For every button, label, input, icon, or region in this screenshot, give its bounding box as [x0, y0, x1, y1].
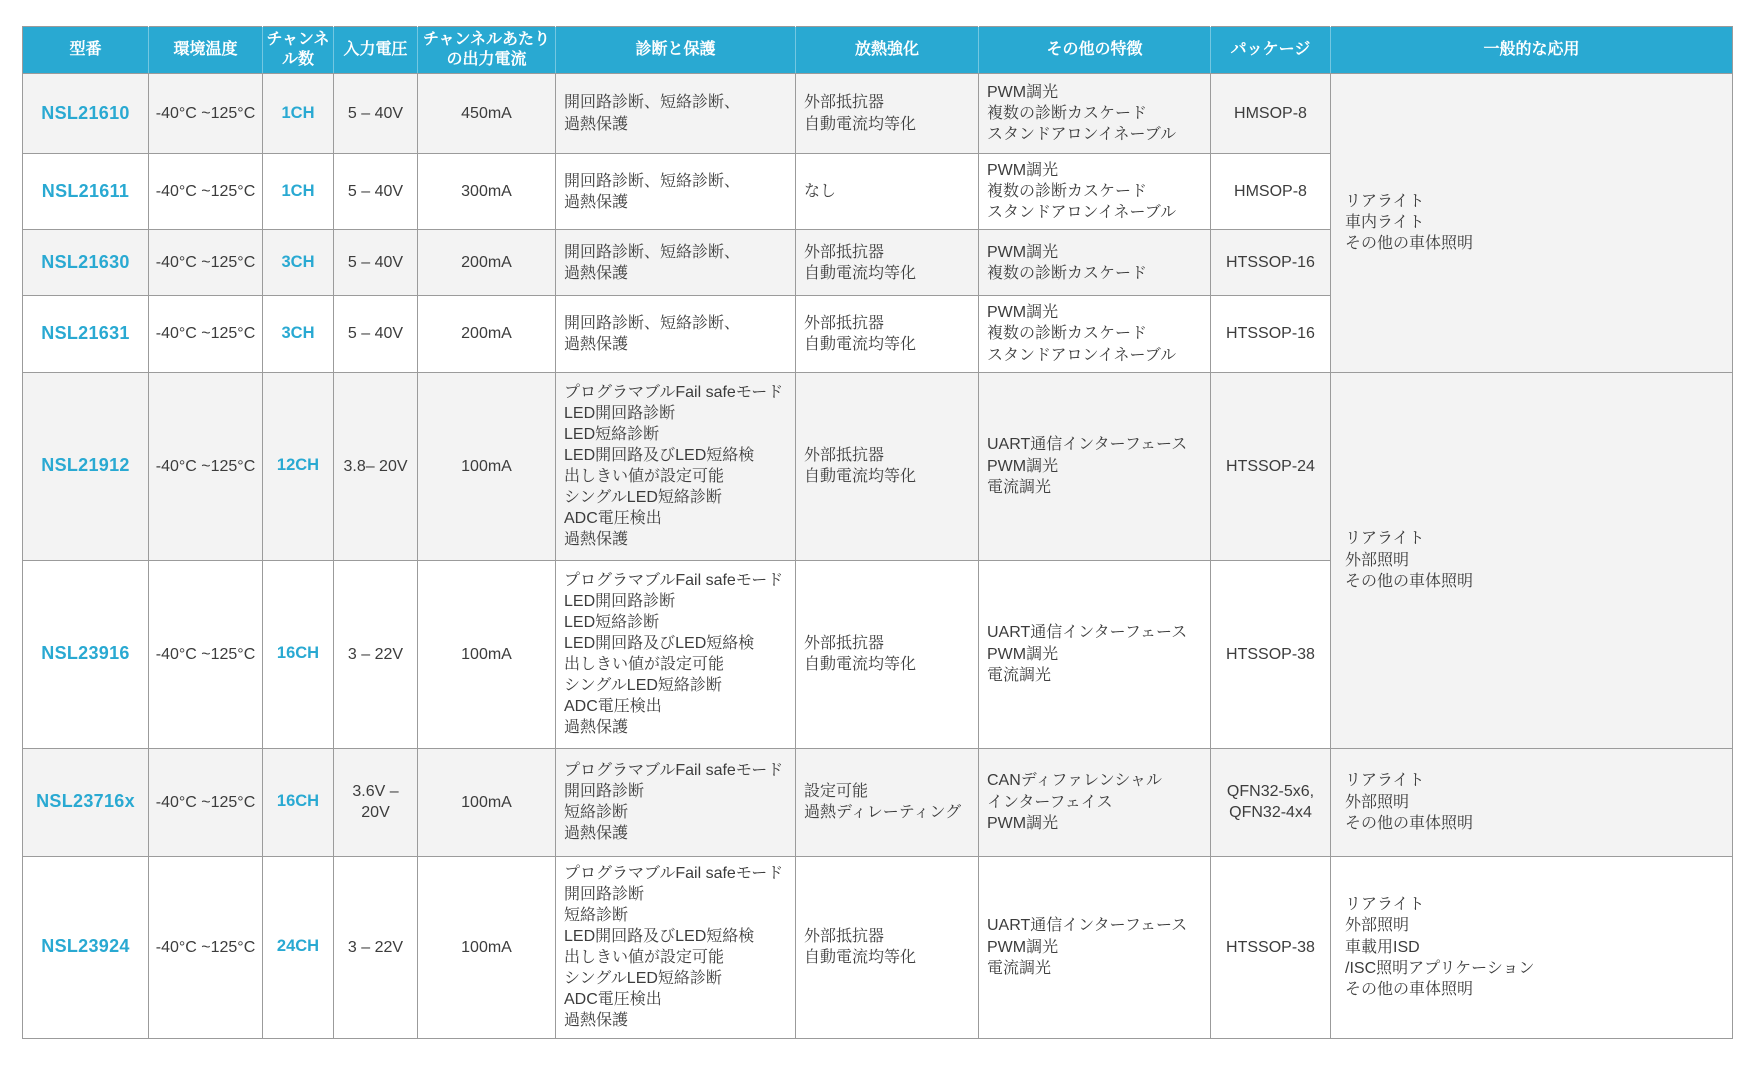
- cell-line: プログラマブルFail safeモード: [564, 571, 784, 589]
- package-cell: [1211, 230, 1331, 296]
- part-number-link[interactable]: NSL21912: [23, 372, 149, 560]
- cell-line: スタンドアロンイネーブル: [987, 346, 1177, 364]
- current-cell: 450mA: [418, 74, 556, 154]
- channels-cell: 3CH: [263, 296, 334, 372]
- cell-line: スタンドアロンイネーブル: [987, 204, 1177, 222]
- features-cell: [979, 154, 1211, 230]
- package-cell: [1211, 748, 1331, 856]
- cell-line: プログラマブルFail safeモード: [564, 383, 784, 401]
- cell-line: 開回路診断、短絡診断、: [564, 243, 741, 261]
- diagnostics-cell: [556, 74, 796, 154]
- cell-line: 自動電流均等化: [804, 949, 917, 967]
- thermal-cell: [796, 560, 979, 748]
- features-cell: [979, 74, 1211, 154]
- cell-line: LED開回路診断: [564, 404, 676, 422]
- voltage-cell: 3.8– 20V: [334, 372, 418, 560]
- current-cell: 200mA: [418, 296, 556, 372]
- temperature-cell: -40°C ~125°C: [149, 296, 263, 372]
- thermal-cell: [796, 296, 979, 372]
- package-cell: [1211, 560, 1331, 748]
- voltage-cell: 3 – 22V: [334, 560, 418, 748]
- temperature-cell: -40°C ~125°C: [149, 856, 263, 1038]
- diagnostics-cell: [556, 372, 796, 560]
- table-row: [23, 748, 1733, 856]
- temperature-cell: -40°C ~125°C: [149, 154, 263, 230]
- cell-line: LED開回路診断: [564, 592, 676, 610]
- features-cell: [979, 748, 1211, 856]
- part-number-link[interactable]: NSL21611: [23, 154, 149, 230]
- temperature-cell: -40°C ~125°C: [149, 560, 263, 748]
- cell-line: PWM調光: [987, 83, 1059, 101]
- cell-line: HMSOP-8: [1234, 104, 1307, 122]
- applications-cell: [1331, 748, 1733, 856]
- part-number-link[interactable]: NSL23716x: [23, 748, 149, 856]
- cell-line: 外部抵抗器: [804, 94, 885, 112]
- channels-cell: 16CH: [263, 748, 334, 856]
- cell-line: 開回路診断、短絡診断、: [564, 94, 741, 112]
- cell-line: プログラマブルFail safeモード: [564, 864, 784, 882]
- cell-line: 自動電流均等化: [804, 468, 917, 486]
- cell-line: LED開回路及びLED短絡検: [564, 635, 755, 653]
- cell-line: シングルLED短絡診断: [564, 677, 722, 695]
- diagnostics-cell: [556, 230, 796, 296]
- package-cell: [1211, 74, 1331, 154]
- applications-cell: [1331, 856, 1733, 1038]
- voltage-cell: 3.6V – 20V: [334, 748, 418, 856]
- table-row: [23, 856, 1733, 1038]
- cell-line: 出しきい値が設定可能: [564, 656, 725, 674]
- applications-cell: [1331, 74, 1733, 373]
- diagnostics-cell: [556, 748, 796, 856]
- cell-line: 短絡診断: [564, 804, 629, 822]
- cell-line: 外部抵抗器: [804, 243, 885, 261]
- thermal-cell: [796, 372, 979, 560]
- channels-cell: 1CH: [263, 74, 334, 154]
- cell-line: ADC電圧検出: [564, 698, 662, 716]
- voltage-cell: 5 – 40V: [334, 74, 418, 154]
- cell-line: スタンドアロンイネーブル: [987, 126, 1177, 144]
- column-header: チャンネルあたりの出力電流: [418, 27, 556, 74]
- package-cell: [1211, 856, 1331, 1038]
- cell-line: 開回路診断、短絡診断、: [564, 314, 741, 332]
- voltage-cell: 5 – 40V: [334, 154, 418, 230]
- cell-line: 複数の診断カスケード: [987, 325, 1148, 343]
- cell-line: 複数の診断カスケード: [987, 104, 1148, 122]
- cell-line: HTSSOP-38: [1226, 645, 1315, 663]
- cell-line: インターフェイス: [987, 793, 1113, 811]
- cell-line: 設定可能: [804, 783, 869, 801]
- thermal-cell: [796, 230, 979, 296]
- part-number-link[interactable]: NSL23924: [23, 856, 149, 1038]
- cell-line: なし: [804, 183, 837, 201]
- cell-line: /ISC照明アプリケーション: [1345, 959, 1535, 977]
- channels-cell: 3CH: [263, 230, 334, 296]
- cell-line: 外部抵抗器: [804, 314, 885, 332]
- voltage-cell: 5 – 40V: [334, 296, 418, 372]
- cell-line: 過熱ディレーティング: [804, 804, 962, 822]
- cell-line: 過熱保護: [564, 1012, 629, 1030]
- cell-line: ADC電圧検出: [564, 510, 662, 528]
- current-cell: 300mA: [418, 154, 556, 230]
- applications-cell: [1331, 372, 1733, 748]
- cell-line: 電流調光: [987, 666, 1052, 684]
- cell-line: CANディファレンシャル: [987, 772, 1163, 790]
- cell-line: 車内ライト: [1345, 214, 1425, 232]
- cell-line: PWM調光: [987, 938, 1059, 956]
- cell-line: PWM調光: [987, 457, 1059, 475]
- cell-line: プログラマブルFail safeモード: [564, 761, 784, 779]
- cell-line: 過熱保護: [564, 115, 629, 133]
- cell-line: その他の車体照明: [1345, 235, 1474, 253]
- features-cell: [979, 230, 1211, 296]
- cell-line: PWM調光: [987, 304, 1059, 322]
- voltage-cell: 3 – 22V: [334, 856, 418, 1038]
- package-cell: [1211, 296, 1331, 372]
- cell-line: リアライト: [1345, 896, 1425, 914]
- cell-line: 複数の診断カスケード: [987, 183, 1148, 201]
- channels-cell: 16CH: [263, 560, 334, 748]
- cell-line: LED短絡診断: [564, 613, 660, 631]
- column-header: 診断と保護: [556, 27, 796, 74]
- diagnostics-cell: [556, 856, 796, 1038]
- cell-line: その他の車体照明: [1345, 814, 1474, 832]
- features-cell: [979, 560, 1211, 748]
- thermal-cell: [796, 748, 979, 856]
- thermal-cell: [796, 856, 979, 1038]
- cell-line: PWM調光: [987, 814, 1059, 832]
- diagnostics-cell: [556, 154, 796, 230]
- cell-line: リアライト: [1345, 193, 1425, 211]
- cell-line: 自動電流均等化: [804, 264, 917, 282]
- cell-line: UART通信インターフェース: [987, 436, 1188, 454]
- cell-line: 開回路診断: [564, 783, 645, 801]
- cell-line: 外部抵抗器: [804, 927, 885, 945]
- cell-line: UART通信インターフェース: [987, 624, 1188, 642]
- column-header: 一般的な応用: [1331, 27, 1733, 74]
- cell-line: 外部照明: [1345, 551, 1410, 569]
- cell-line: リアライト: [1345, 772, 1425, 790]
- cell-line: その他の車体照明: [1345, 980, 1474, 998]
- cell-line: 開回路診断: [564, 885, 645, 903]
- cell-line: リアライト: [1345, 530, 1425, 548]
- cell-line: その他の車体照明: [1345, 572, 1474, 590]
- temperature-cell: -40°C ~125°C: [149, 748, 263, 856]
- cell-line: LED短絡診断: [564, 425, 660, 443]
- cell-line: 出しきい値が設定可能: [564, 949, 725, 967]
- current-cell: 100mA: [418, 560, 556, 748]
- cell-line: 過熱保護: [564, 719, 629, 737]
- part-number-link[interactable]: NSL21630: [23, 230, 149, 296]
- column-header: チャンネル数: [263, 27, 334, 74]
- table-row: [23, 74, 1733, 154]
- cell-line: HTSSOP-38: [1226, 938, 1315, 956]
- current-cell: 100mA: [418, 856, 556, 1038]
- cell-line: 過熱保護: [564, 825, 629, 843]
- cell-line: 短絡診断: [564, 906, 629, 924]
- channels-cell: 24CH: [263, 856, 334, 1038]
- cell-line: 過熱保護: [564, 335, 629, 353]
- features-cell: [979, 372, 1211, 560]
- cell-line: PWM調光: [987, 645, 1059, 663]
- diagnostics-cell: [556, 560, 796, 748]
- temperature-cell: -40°C ~125°C: [149, 372, 263, 560]
- cell-line: LED開回路及びLED短絡検: [564, 927, 755, 945]
- temperature-cell: -40°C ~125°C: [149, 230, 263, 296]
- cell-line: QFN32-5x6,: [1226, 783, 1315, 801]
- cell-line: 出しきい値が設定可能: [564, 468, 725, 486]
- cell-line: 過熱保護: [564, 193, 629, 211]
- cell-line: 電流調光: [987, 959, 1052, 977]
- cell-line: LED開回路及びLED短絡検: [564, 447, 755, 465]
- column-header: その他の特徴: [979, 27, 1211, 74]
- part-number-link[interactable]: NSL23916: [23, 560, 149, 748]
- cell-line: 電流調光: [987, 478, 1052, 496]
- cell-line: 過熱保護: [564, 531, 629, 549]
- table-row: [23, 372, 1733, 560]
- features-cell: [979, 296, 1211, 372]
- cell-line: 外部照明: [1345, 917, 1410, 935]
- thermal-cell: [796, 154, 979, 230]
- cell-line: 外部抵抗器: [804, 447, 885, 465]
- cell-line: 自動電流均等化: [804, 656, 917, 674]
- cell-line: 自動電流均等化: [804, 115, 917, 133]
- column-header: 型番: [23, 27, 149, 74]
- cell-line: 開回路診断、短絡診断、: [564, 172, 741, 190]
- cell-line: ADC電圧検出: [564, 991, 662, 1009]
- features-cell: [979, 856, 1211, 1038]
- column-header: 放熱強化: [796, 27, 979, 74]
- diagnostics-cell: [556, 296, 796, 372]
- cell-line: QFN32-4x4: [1229, 804, 1312, 822]
- temperature-cell: -40°C ~125°C: [149, 74, 263, 154]
- channels-cell: 12CH: [263, 372, 334, 560]
- cell-line: 過熱保護: [564, 264, 629, 282]
- cell-line: HMSOP-8: [1234, 183, 1307, 201]
- thermal-cell: [796, 74, 979, 154]
- product-table: [22, 26, 1733, 1039]
- current-cell: 100mA: [418, 748, 556, 856]
- package-cell: [1211, 154, 1331, 230]
- cell-line: HTSSOP-16: [1226, 325, 1315, 343]
- column-header: 入力電圧: [334, 27, 418, 74]
- header-row: [23, 27, 1733, 74]
- table-body: [23, 74, 1733, 1039]
- cell-line: HTSSOP-16: [1226, 254, 1315, 272]
- cell-line: 外部照明: [1345, 793, 1410, 811]
- cell-line: UART通信インターフェース: [987, 917, 1188, 935]
- cell-line: PWM調光: [987, 162, 1059, 179]
- column-header: 環境温度: [149, 27, 263, 74]
- cell-line: 自動電流均等化: [804, 335, 917, 353]
- channels-cell: 1CH: [263, 154, 334, 230]
- part-number-link[interactable]: NSL21610: [23, 74, 149, 154]
- current-cell: 200mA: [418, 230, 556, 296]
- cell-line: 車載用ISD: [1345, 938, 1420, 956]
- voltage-cell: 5 – 40V: [334, 230, 418, 296]
- cell-line: 複数の診断カスケード: [987, 264, 1148, 282]
- cell-line: HTSSOP-24: [1226, 457, 1315, 475]
- cell-line: シングルLED短絡診断: [564, 489, 722, 507]
- package-cell: [1211, 372, 1331, 560]
- part-number-link[interactable]: NSL21631: [23, 296, 149, 372]
- column-header: パッケージ: [1211, 27, 1331, 74]
- cell-line: シングルLED短絡診断: [564, 970, 722, 988]
- current-cell: 100mA: [418, 372, 556, 560]
- cell-line: PWM調光: [987, 243, 1059, 261]
- cell-line: 外部抵抗器: [804, 635, 885, 653]
